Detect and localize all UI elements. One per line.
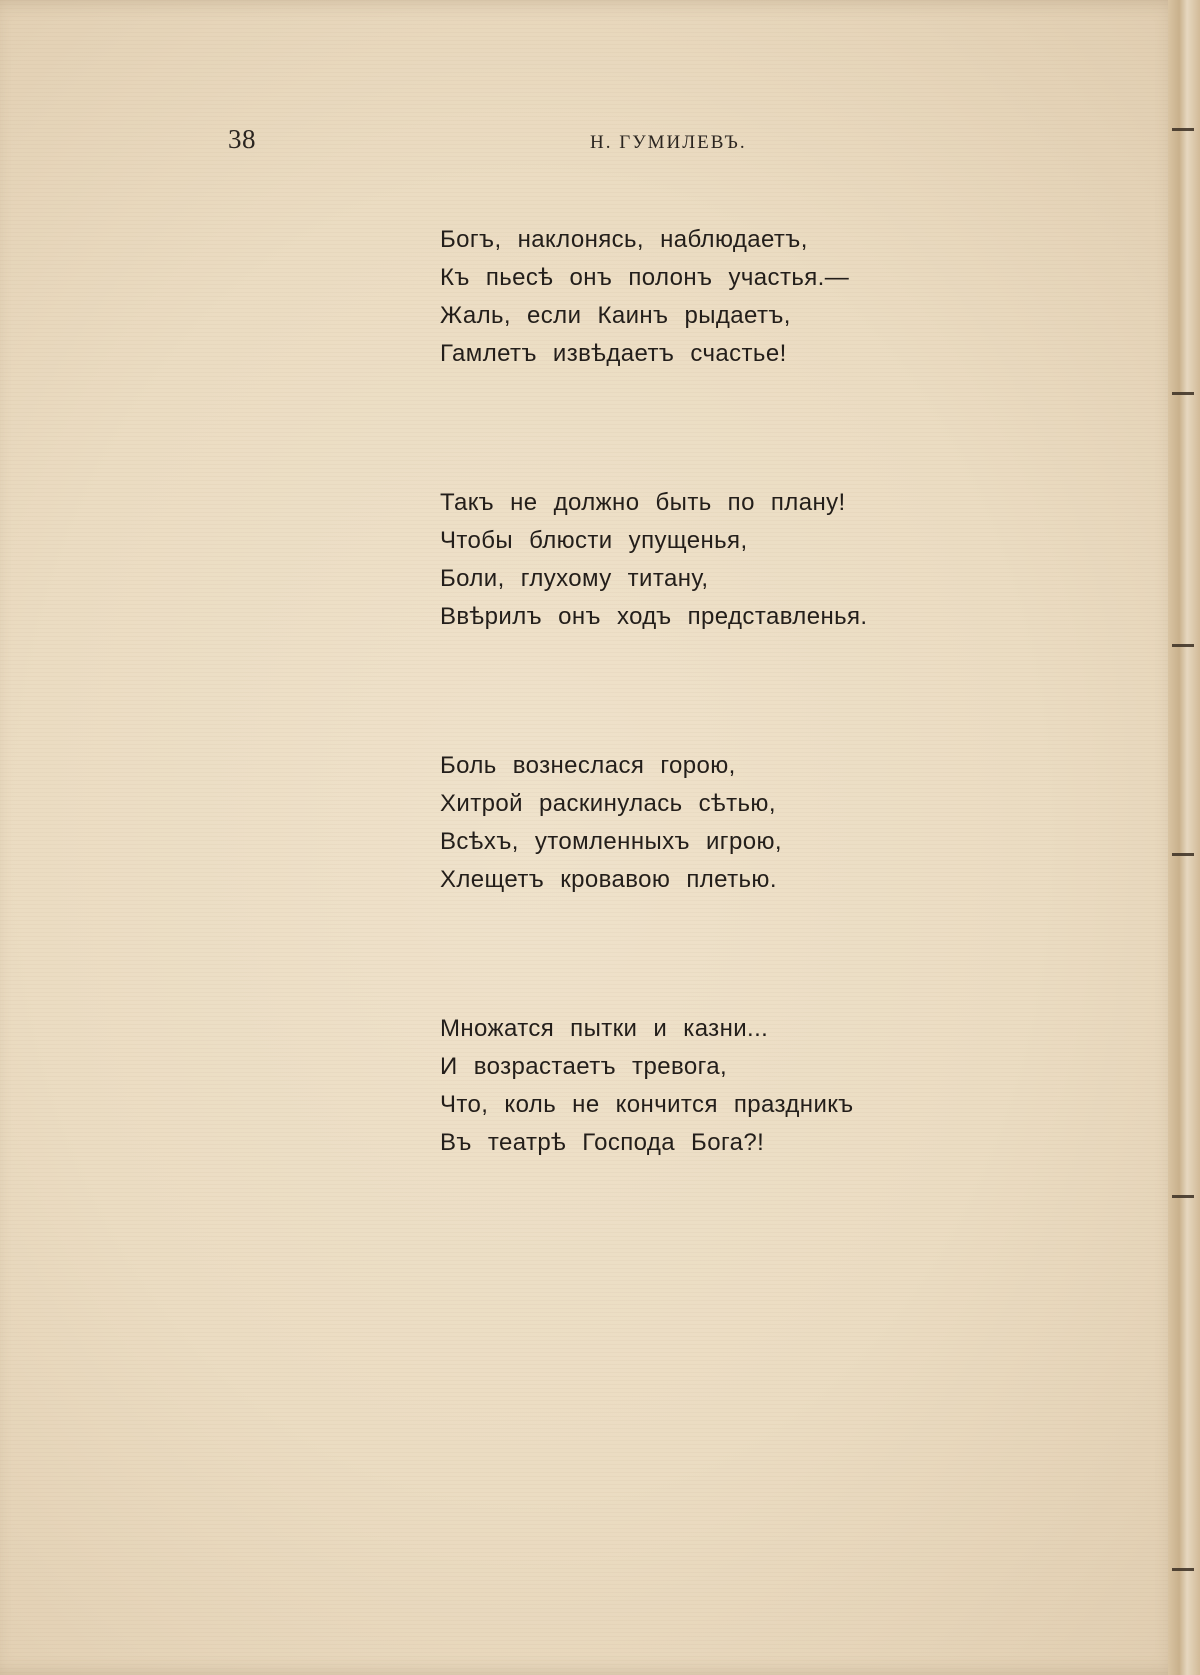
binding-stitch (1172, 392, 1194, 395)
poem-line: Всѣхъ, утомленныхъ игрою, (440, 828, 782, 855)
binding-stitch (1172, 644, 1194, 647)
binding-stitch (1172, 1195, 1194, 1198)
poem-line: Боль вознеслася горою, (440, 752, 736, 779)
binding-stitch (1172, 1568, 1194, 1571)
poem-line: Что, коль не кончится праздникъ (440, 1091, 854, 1118)
poem-line: Въ театрѣ Господа Бога?! (440, 1129, 765, 1156)
stanza (440, 747, 1000, 899)
poem-line: Боли, глухому титану, (440, 565, 709, 592)
poem-line: Хлещетъ кровавою плетью. (440, 866, 777, 893)
poem-line: Богъ, наклонясь, наблюдаетъ, (440, 226, 808, 253)
poem-line: Гамлетъ извѣдаетъ счастье! (440, 340, 787, 367)
poem (440, 221, 1000, 1162)
stanza (440, 1010, 1000, 1162)
binding-stitch (1172, 128, 1194, 131)
running-head: Н. ГУМИЛЕВЪ. (590, 132, 747, 153)
stanza (440, 221, 1000, 373)
binding-stitch (1172, 853, 1194, 856)
poem-line: Такъ не должно быть по плану! (440, 489, 846, 516)
poem-line: Хитрой раскинулась сѣтью, (440, 790, 776, 817)
poem-line: Чтобы блюсти упущенья, (440, 527, 748, 554)
poem-line: И возрастаетъ тревога, (440, 1053, 728, 1080)
poem-line: Жаль, если Каинъ рыдаетъ, (440, 302, 791, 329)
stanza (440, 484, 1000, 636)
poem-line: Къ пьесѣ онъ полонъ участья.— (440, 264, 850, 291)
poem-line: Множатся пытки и казни... (440, 1015, 769, 1042)
binding-edge (1168, 0, 1200, 1675)
poem-line: Ввѣрилъ онъ ходъ представленья. (440, 603, 868, 630)
page-number: 38 (228, 124, 256, 154)
